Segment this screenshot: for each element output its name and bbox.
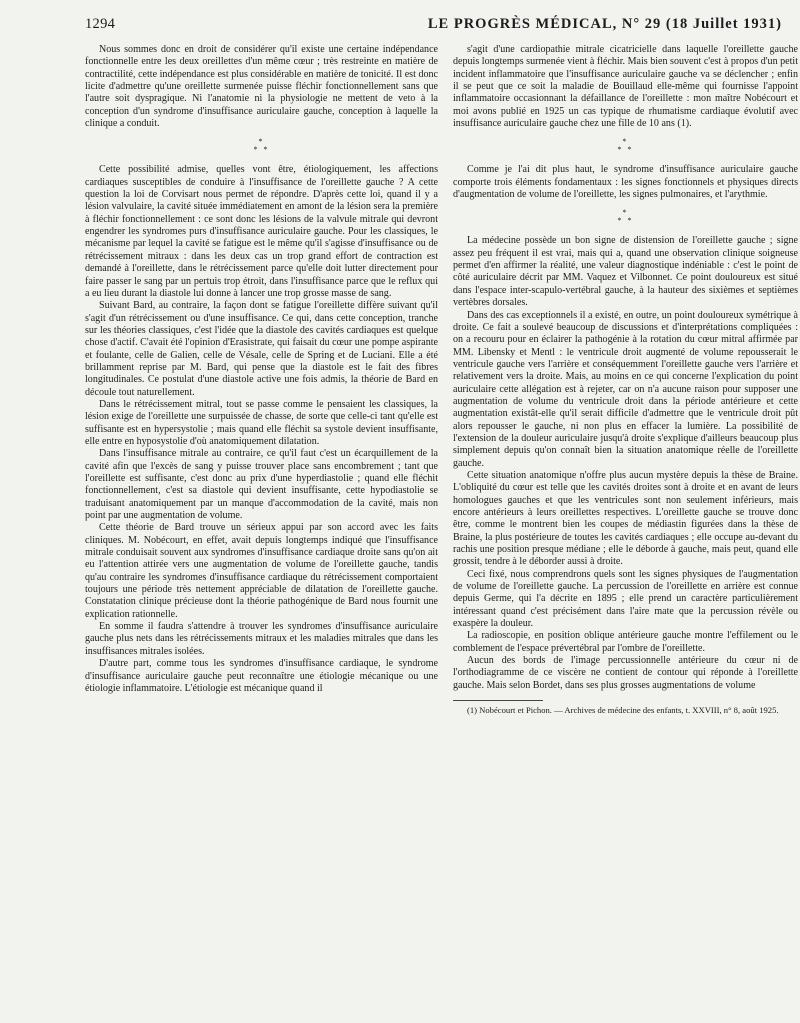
paragraph: La radioscopie, en position oblique antérieure gauche montre l'effilement ou le comblement de l'espace prévertébral par l'ombre de l'oreillette. — [453, 630, 798, 654]
paragraph: s'agit d'une cardiopathie mitrale cicatricielle dans laquelle l'oreillette gauche depuis longtemps surmenée vient à fléchir. Mais bien souvent c'est à propos d'un petit incident inflammatoire que l'insuffisance auriculaire gauche va se déclencher ; enfin il se peut que ce soit la maladie de Bouillaud elle-même qui fournisse l'appoint inflammatoire occasionnant la défaillance de l'oreillette : mon maître Nobécourt et moi avons publié en 1925 un cas typique de rhumatisme cardiaque évolutif avec insuffisance auriculaire gauche chez une fille de 10 ans (1). — [453, 44, 798, 130]
paragraph: Suivant Bard, au contraire, la façon dont se fatigue l'oreillette diffère suivant qu'il s'agit d'un rétrécissement ou d'une insuffisance. Ce qui, dans cette conception, tranche sur les théories classiques, c'est l'idée que la diastole des cavités cardiaques est quelque chose d'actif. C'avait été l'opinion d'Erasistrate, qui faisait du cœur une pompe aspirante et foulante, celle de Galien, celle de Vésale, celle de Spring et de Luciani. Elle a été brillamment reprise par M. Bard, qui pense que la diastole est le fait des fibres longitudinales. Ce postulat d'une diastole active une fois admis, la théorie de Bard en découle tout naturellement. — [85, 300, 438, 398]
left-column — [85, 44, 438, 1014]
paragraph: Cette possibilité admise, quelles vont être, étiologiquement, les affections cardiaques susceptibles de conduire à l'insuffisance de l'oreillette gauche ? A cette question la loi de Corvisart nous permet de répondre. D'après cette loi, quand il y a lésion valvulaire, la cavité située immédiatement en amont de la lésion sera la première à fléchir fonctionnellement : ce sont donc les lésions de la valvule mitrale qui devront engendrer les syndromes purs d'insuffisance auriculaire gauche. Pour les classiques, le mécanisme par lequel la cavité se fatigue est le même qu'il s'agisse d'insuffisance ou de rétrécissement mitraux : dans les deux cas un trop grand effort de contraction est demandé à l'oreillette, dans le rétrécissement parce qu'elle doit lutter directement pour faire passer le sang par un pertuis trop étroit, dans l'insuffisance parce que le reflux qui a eu lieu durant la diastole lui donne à lancer une trop grosse masse de sang. — [85, 164, 438, 299]
page-header — [85, 16, 782, 36]
journal-title: LE PROGRÈS MÉDICAL, N° 29 (18 Juillet 1931) — [427, 16, 782, 32]
paragraph: Cette situation anatomique n'offre plus aucun mystère depuis la thèse de Braine. L'obliquité du cœur est telle que les cavités droites sont à droite et en avant de leurs homologues gauches et que les ventricules sont non seulement inférieurs, mais encore antérieurs à leurs oreillettes respectives. L'oreillette gauche se trouve donc être, comme le montrent bien les coupes de médiastin figurées dans la thèse de Braine, la plus postérieure de toutes les cavités cardiaques ; elle occupe au-devant du rachis une position presque médiane ; elle le déborde à gauche, mais peut, quand elle grossit, tendre à le déborder aussi à droite. — [453, 469, 798, 568]
paragraph: Comme je l'ai dit plus haut, le syndrome d'insuffisance auriculaire gauche comporte trois éléments fondamentaux : les signes fonctionnels et physiques directs d'augmentation de volume de l'oreillette, les signes pulmonaires, et l'arythmie. — [453, 164, 798, 201]
paragraph: Dans des cas exceptionnels il a existé, en outre, un point douloureux symétrique à droite. Ce fait a soulevé beaucoup de discussions et d'interprétations compliquées : on a recouru pour en éclairer la pathogénie à la rotation du cœur mitral affirmée par MM. Libensky et Mentl : le ventricule droit augmenté de volume repousserait le ventricule gauche vers l'arrière et conséquemment l'oreillette gauche vers l'arrière et relativement vers la droite. Mais, au moins en ce qui concerne l'explication du point auriculaire cette allégation est à rejeter, car on n'a aucune raison pour supposer une augmentation de volume du ventricule droit dans la période antérieure et cette augmentation existât-elle qu'il serait difficile d'admettre que le ventricule droit pût alors repousser le gauche, ni non plus en effacer la lumière. La possibilité de l'extension de la douleur auriculaire jusqu'à droite s'explique d'ailleurs beaucoup plus simplement depuis qu'on connaît bien la situation anatomique réelle de l'oreillette gauche. — [453, 309, 798, 469]
paragraph: Dans le rétrécissement mitral, tout se passe comme le pensaient les classiques, la lésion exige de l'oreillette une surpuissée de chasse, de sorte que celle-ci tant qu'elle est suffisante est en hypersystolie ; mais quand elle fléchit sa systole devient insuffisante, elle entre en hyposystolie d'où anatomiquement dilatation. — [85, 398, 438, 447]
paragraph: Aucun des bords de l'image percussionnelle antérieure du cœur ni de l'orthodiagramme de ce viscère ne contient de contour qui réponde à l'oreillette gauche. Mais selon Bordet, dans ses plus grosses augmentations de volume — [453, 655, 798, 691]
section-separator: * * * — [617, 208, 634, 226]
section-separator: * * * — [253, 137, 270, 155]
paragraph: Dans l'insuffisance mitrale au contraire, ce qu'il faut c'est un écarquillement de la cavité afin que l'excès de sang y puisse trouver place sans encombrement ; tant que l'oreillette est suffisante, c'est donc au prix d'une hyperdiastolie ; quand elle fléchit fonctionnellement, c'est sa diastole qui devient insuffisante, cette hypodiastolie se traduisant anatomiquement par un manque d'accommodation de la cavité, mais non point par une augmentation de volume. — [85, 448, 438, 522]
paragraph: En somme il faudra s'attendre à trouver les syndromes d'insuffisance auriculaire gauche plus nets dans les rétrécissements mitraux et les maladies mitrales que dans les insuffisances mitrales isolées. — [85, 621, 438, 657]
footnote: (1) Nobécourt et Pichon. — Archives de médecine des enfants, t. XXVIII, n° 8, août 1925. — [467, 705, 779, 716]
paragraph: Nous sommes donc en droit de considérer qu'il existe une certaine indépendance fonctionnelle entre les deux oreillettes d'un même cœur ; très restreinte en matière de contractilité, cette indépendance est plus considérable en matière de tonicité. Il est donc licite d'admettre qu'une oreillette surmenée puisse fléchir fonctionnellement sans que l'autre soit dyspragique. Ni l'anatomie ni la physiologie ne mettent de veto à la conception d'un syndrome d'insuffisance auriculaire gauche, conception à laquelle la clinique a conduit. — [85, 44, 438, 130]
paragraph: Cette théorie de Bard trouve un sérieux appui par son accord avec les faits cliniques. M. Nobécourt, en effet, avait depuis longtemps indiqué que l'insuffisance mitrale conduisait souvent aux syndromes d'insuffisance cardiaque droite sans qu'on ait eu l'attention attirée vers une augmentation de volume de l'oreillette gauche, tandis qu'au contraire les syndromes d'insuffisance cardiaque du rétrécissement comportaient toujours une période très nettement appréciable de dilatation de l'oreillette gauche. Constatation clinique précieuse dont la théorie pathogénique de Bard nous fournit une explication rationnelle. — [85, 522, 438, 620]
right-column — [453, 44, 798, 1014]
paragraph: La médecine possède un bon signe de distension de l'oreillette gauche ; signe assez peu fréquent il est vrai, mais qui a, quand une observation clinique soigneuse permet d'en affirmer la réalité, une valeur diagnostique indéniable : c'est le point de côté auriculaire décrit par MM. Vaquez et Vilbonnet. Ce point douloureux est situé dans l'espace inter-scapulo-vertébral gauche, à la hauteur des sixièmes et septièmes vertèbres dorsales. — [453, 235, 798, 309]
section-separator: * * * — [617, 137, 634, 155]
page-number: 1294 — [85, 16, 116, 32]
paragraph: Ceci fixé, nous comprendrons quels sont les signes physiques de l'augmentation de volume de l'oreillette gauche. La percussion de l'oreillette en arrière est connue depuis Germe, qui l'a décrite en 1895 ; elle prend un caractère particulièrement intéressant quand c'est précisément dans l'aire mate que la percussion révèle ou exaspère la douleur. — [453, 568, 798, 630]
paragraph: D'autre part, comme tous les syndromes d'insuffisance cardiaque, le syndrome d'insuffisance auriculaire gauche peut reconnaître une étiologie mécanique ou une étiologie inflammatoire. L'étiologie est mécanique quand il — [85, 658, 438, 694]
footnote-divider — [453, 700, 543, 701]
